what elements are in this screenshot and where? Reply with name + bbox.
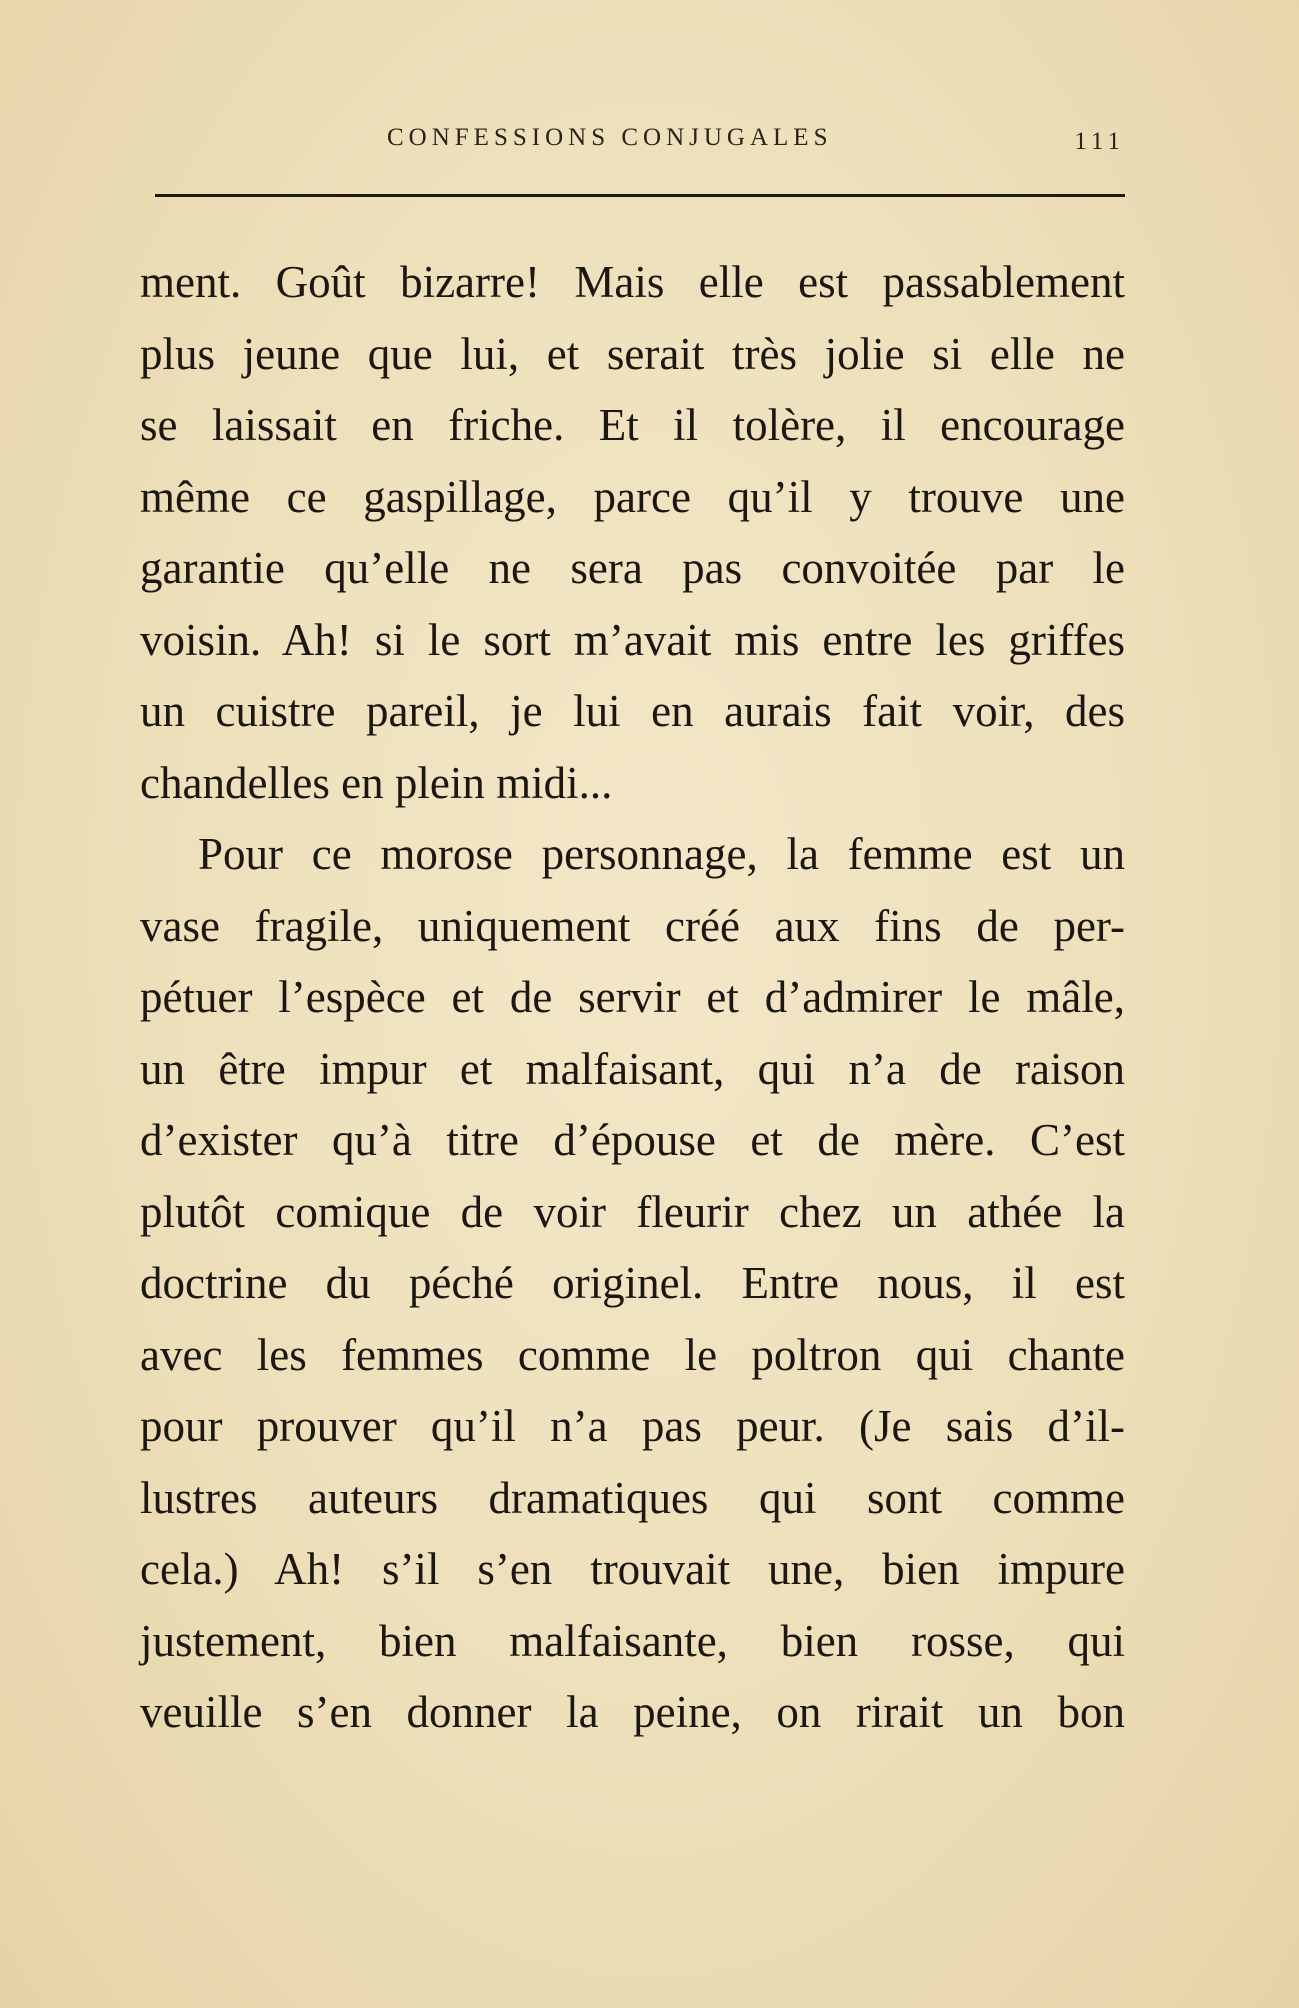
paragraph-first-line: Pour ce morose personnage, la femme est un xyxy=(198,829,1125,879)
running-title: CONFESSIONS CONJUGALES xyxy=(387,124,833,151)
header-rule xyxy=(155,194,1125,197)
text-line: doctrine du péché originel. Entre nous, il est xyxy=(140,1258,1125,1308)
text-line: voisin. Ah! si le sort m’avait mis entre les griffes xyxy=(140,614,1125,665)
text-line: garantie qu’elle ne sera pas convoitée par le xyxy=(140,543,1125,593)
text-line: lustres auteurs dramatiques qui sont comme xyxy=(140,1472,1125,1523)
text-line: vase fragile, uniquement créé aux fins de per- xyxy=(140,900,1125,951)
page-number: 111 xyxy=(1074,128,1125,155)
text-line: chandelles en plein midi... xyxy=(140,757,613,808)
running-head xyxy=(155,124,1125,164)
text-line: un cuistre pareil, je lui en aurais fait voir, des xyxy=(140,686,1125,736)
text-line: même ce gaspillage, parce qu’il y trouve une xyxy=(140,471,1125,522)
text-line: se laissait en friche. Et il tolère, il encourage xyxy=(140,400,1125,450)
text-line: veuille s’en donner la peine, on rirait un bon xyxy=(140,1687,1125,1737)
text-line: avec les femmes comme le poltron qui chante xyxy=(140,1329,1125,1380)
text-line: pétuer l’espèce et de servir et d’admirer le mâle, xyxy=(140,972,1125,1022)
text-line: pour prouver qu’il n’a pas peur. (Je sais d’il- xyxy=(140,1401,1125,1451)
body-text xyxy=(140,247,1125,1749)
text-line: d’exister qu’à titre d’épouse et de mère. C’est xyxy=(140,1115,1125,1165)
text-line: cela.) Ah! s’il s’en trouvait une, bien impure xyxy=(140,1544,1125,1594)
text-line: ment. Goût bizarre! Mais elle est passablement xyxy=(140,257,1125,307)
text-line: justement, bien malfaisante, bien rosse, qui xyxy=(140,1615,1125,1666)
text-line: plutôt comique de voir fleurir chez un athée la xyxy=(140,1186,1125,1237)
text-line: plus jeune que lui, et serait très jolie si elle ne xyxy=(140,328,1125,379)
text-line: un être impur et malfaisant, qui n’a de raison xyxy=(140,1043,1125,1094)
